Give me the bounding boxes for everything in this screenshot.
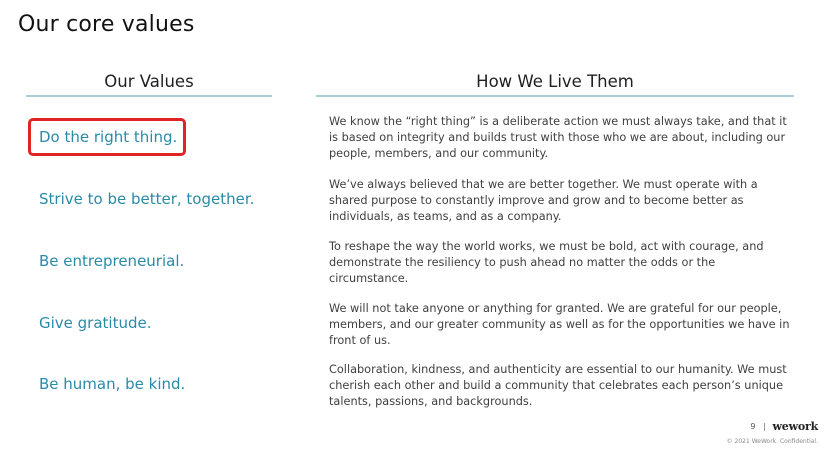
- how-we-live-column-rule: [316, 95, 794, 97]
- slide-footer: [727, 420, 818, 445]
- slide-title: Our core values: [18, 12, 195, 37]
- how-we-live-column-header: How We Live Them: [476, 72, 634, 91]
- value-description-be-entrepreneurial: To reshape the way the world works, we must be bold, act with courage, and demonstrate the resiliency to push ahead no matter the odds or the circumstance.: [329, 240, 764, 285]
- value-name-strive-to-be-better: Strive to be better, together.: [39, 190, 255, 208]
- value-name-be-entrepreneurial: Be entrepreneurial.: [39, 252, 185, 270]
- footer-separator: [764, 423, 765, 431]
- value-name-give-gratitude: Give gratitude.: [39, 314, 152, 332]
- value-description-give-gratitude: We will not take anyone or anything for granted. We are grateful for our people, members, and our greater community as well as for the opportunities we have in front of us.: [329, 302, 790, 347]
- values-column-header: Our Values: [104, 72, 194, 91]
- copyright-notice: © 2021 WeWork. Confidential.: [726, 438, 818, 445]
- wework-logo: wework: [772, 420, 818, 433]
- values-column-rule: [26, 95, 272, 97]
- page-number: 9: [750, 422, 756, 431]
- highlight-box: [28, 118, 186, 156]
- value-description-be-human-be-kind: Collaboration, kindness, and authenticity are essential to our humanity. We must cherish each other and build a community that celebrates each person’s unique talents, passions, and backgrounds.: [329, 363, 787, 408]
- value-name-do-the-right-thing: Do the right thing.: [39, 128, 178, 146]
- value-description-strive-to-be-better: We’ve always believed that we are better together. We must operate with a shared purpose to constantly improve and grow and to become better as individuals, as teams, and as a company.: [329, 178, 758, 223]
- value-description-do-the-right-thing: We know the “right thing” is a deliberate action we must always take, and that it is based on integrity and builds trust with those who we are about, including our people, members, and our community.: [329, 115, 787, 160]
- value-name-be-human-be-kind: Be human, be kind.: [39, 375, 186, 393]
